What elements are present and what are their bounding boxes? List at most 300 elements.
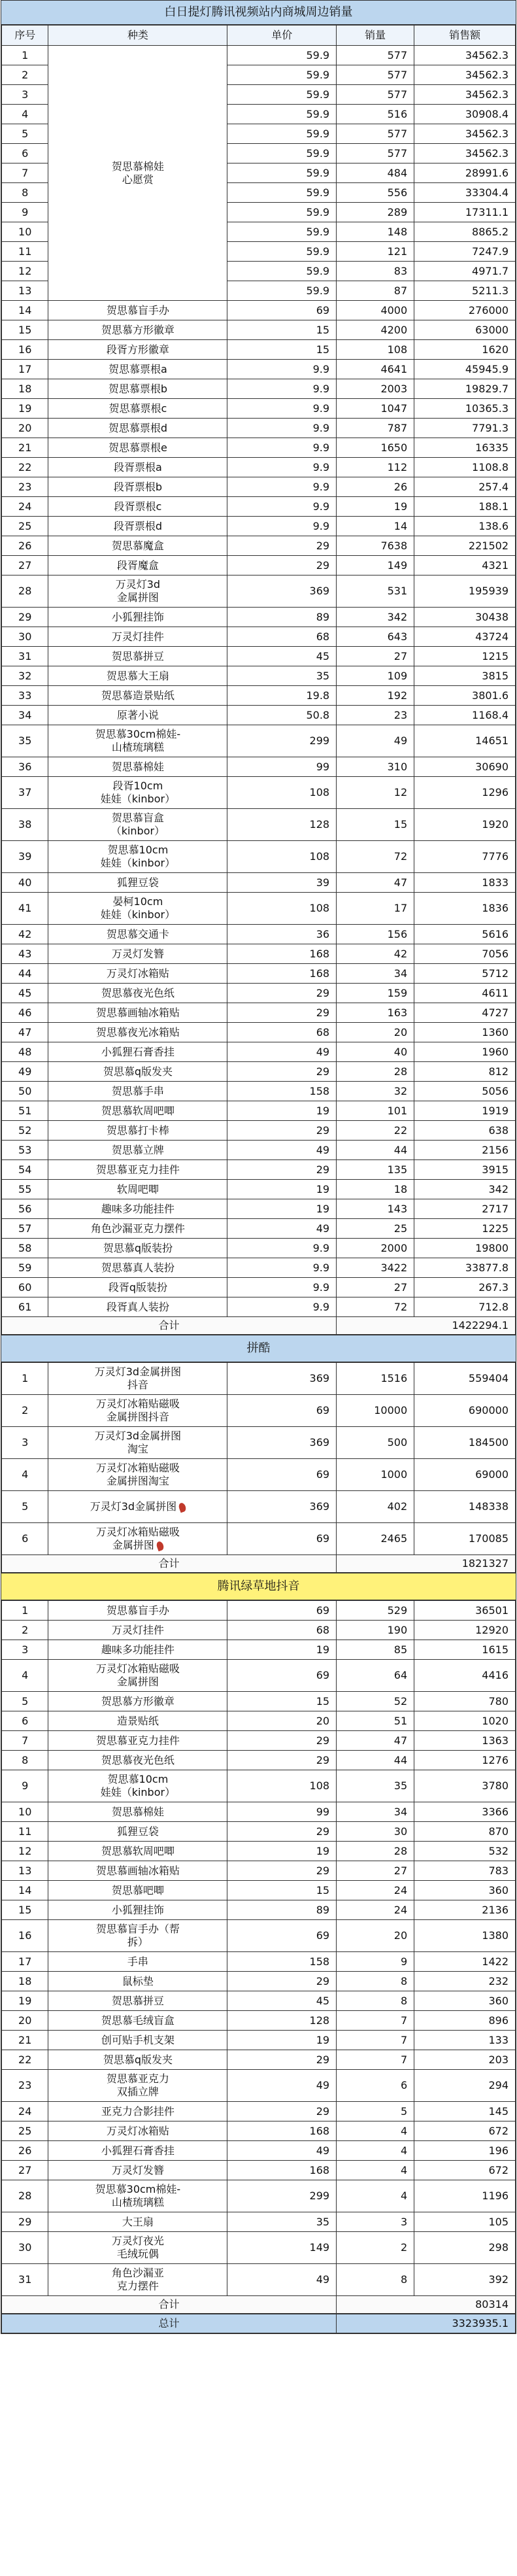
item-amount: 360 [414,1881,516,1900]
item-amount: 10365.3 [414,399,516,419]
item-name: 万灵灯3d 金属拼图 [48,575,227,608]
table-row [2,893,516,925]
table-row [2,536,516,556]
item-amount: 4971.7 [414,262,516,281]
item-amount: 188.1 [414,497,516,517]
item-qty: 149 [337,556,414,575]
item-qty: 51 [337,1711,414,1731]
item-amount: 672 [414,2161,516,2180]
table-row [2,1731,516,1751]
row-number: 8 [2,1751,48,1770]
table-row [2,497,516,517]
item-qty: 289 [337,203,414,222]
item-amount: 19800 [414,1239,516,1258]
item-amount: 12920 [414,1621,516,1640]
row-number: 2 [2,1621,48,1640]
table-row [2,1751,516,1770]
section1-body [2,46,516,1335]
item-price: 29 [227,1160,337,1180]
item-amount: 148338 [414,1491,516,1523]
row-number: 31 [2,647,48,666]
item-qty: 402 [337,1491,414,1523]
item-amount: 1836 [414,893,516,925]
grand-total-value: 3323935.1 [337,2314,516,2333]
row-number: 19 [2,399,48,419]
table-row [2,1842,516,1861]
item-name: 万灵灯冰箱贴磁吸 金属拼图 [48,1660,227,1692]
item-qty: 1650 [337,438,414,458]
item-price: 45 [227,647,337,666]
row-number: 43 [2,944,48,964]
item-qty: 8 [337,2264,414,2296]
table-row [2,1692,516,1711]
item-price: 49 [227,1219,337,1239]
item-price: 9.9 [227,419,337,438]
item-amount: 5056 [414,1082,516,1101]
item-qty: 109 [337,666,414,686]
item-name: 贺思慕软周吧唧 [48,1842,227,1861]
row-number: 3 [2,1427,48,1459]
table-row [2,1258,516,1278]
item-name: 贺思慕票根d [48,419,227,438]
table-row [2,1491,516,1523]
grand-total-label: 总计 [2,2314,337,2333]
item-name: 角色沙漏亚 克力摆件 [48,2264,227,2296]
item-name: 手串 [48,1952,227,1972]
section2-body [2,1363,516,1573]
table-row [2,1711,516,1731]
item-price: 29 [227,1751,337,1770]
item-amount: 783 [414,1861,516,1881]
table-row [2,1881,516,1900]
subtotal-label: 合计 [2,1555,337,1573]
row-number: 15 [2,1900,48,1920]
table-row [2,873,516,893]
table-row [2,2232,516,2264]
header-amount: 销售额 [414,26,516,46]
item-amount: 203 [414,2050,516,2070]
item-price: 99 [227,1802,337,1822]
header-price: 单价 [227,26,337,46]
item-price: 168 [227,964,337,984]
item-amount: 2156 [414,1141,516,1160]
item-qty: 121 [337,242,414,262]
row-number: 16 [2,340,48,360]
item-qty: 52 [337,1692,414,1711]
table-row [2,1101,516,1121]
item-name: 段胥魔盒 [48,556,227,575]
table-row [2,1199,516,1219]
table-row [2,1180,516,1199]
item-qty: 47 [337,873,414,893]
item-price: 369 [227,1363,337,1395]
item-name: 段胥q版装扮 [48,1278,227,1297]
row-number: 41 [2,893,48,925]
item-name: 狐狸豆袋 [48,873,227,893]
item-amount: 267.3 [414,1278,516,1297]
item-price: 29 [227,1121,337,1141]
item-name: 贺思慕拼豆 [48,647,227,666]
item-amount: 30908.4 [414,105,516,124]
grand-total-table [1,2314,516,2333]
table-row [2,706,516,725]
item-name: 造景贴纸 [48,1711,227,1731]
table-row [2,925,516,944]
subtotal-value: 1422294.1 [337,1317,516,1335]
item-amount: 105 [414,2212,516,2232]
row-number: 23 [2,477,48,497]
row-number: 17 [2,1952,48,1972]
item-name: 万灵灯挂件 [48,627,227,647]
item-name: 贺思慕票根a [48,360,227,379]
item-qty: 42 [337,944,414,964]
table-row [2,1278,516,1297]
row-number: 28 [2,2180,48,2212]
item-price: 29 [227,1731,337,1751]
item-name: 贺思慕画轴冰箱贴 [48,1003,227,1023]
item-name: 段胥票根d [48,517,227,536]
item-qty: 28 [337,1062,414,1082]
item-amount: 43724 [414,627,516,647]
table-row [2,2180,516,2212]
row-number: 39 [2,841,48,873]
item-qty: 14 [337,517,414,536]
row-number: 1 [2,1601,48,1621]
item-qty: 643 [337,627,414,647]
item-amount: 3801.6 [414,686,516,706]
item-name: 万灵灯发簪 [48,944,227,964]
item-qty: 47 [337,1731,414,1751]
table-row [2,627,516,647]
item-amount: 1615 [414,1640,516,1660]
item-name: 大王扇 [48,2212,227,2232]
row-number: 1 [2,1363,48,1395]
item-name: 贺思慕q版装扮 [48,1239,227,1258]
row-number: 18 [2,1972,48,1991]
table-row [2,1062,516,1082]
row-number: 9 [2,203,48,222]
row-number: 52 [2,1121,48,1141]
item-amount: 1276 [414,1751,516,1770]
item-price: 29 [227,2050,337,2070]
item-name: 贺思慕软周吧唧 [48,1101,227,1121]
row-number: 47 [2,1023,48,1042]
item-qty: 4 [337,2121,414,2141]
item-qty: 72 [337,841,414,873]
item-amount: 28991.6 [414,163,516,183]
item-qty: 7 [337,2011,414,2031]
item-price: 9.9 [227,438,337,458]
row-number: 60 [2,1278,48,1297]
item-name: 原著小说 [48,706,227,725]
item-amount: 360 [414,1991,516,2011]
grand-total-row [2,2314,516,2333]
item-qty: 577 [337,65,414,85]
subtotal-value: 80314 [337,2296,516,2314]
row-number: 14 [2,1881,48,1900]
row-number: 31 [2,2264,48,2296]
table-row [2,477,516,497]
item-name: 万灵灯冰箱贴磁吸 金属拼图 [48,1523,227,1555]
item-amount: 342 [414,1180,516,1199]
table-row [2,725,516,757]
item-qty: 34 [337,964,414,984]
item-name: 贺思慕q版发夹 [48,2050,227,2070]
item-name: 贺思慕吧唧 [48,1881,227,1900]
item-name: 贺思慕盲盒 （kinbor） [48,809,227,841]
item-qty: 27 [337,1278,414,1297]
row-number: 13 [2,281,48,301]
row-number: 46 [2,1003,48,1023]
item-price: 29 [227,2102,337,2121]
row-number: 49 [2,1062,48,1082]
item-name: 段胥票根c [48,497,227,517]
item-name: 贺思慕棉娃 [48,1802,227,1822]
row-number: 5 [2,1491,48,1523]
item-price: 9.9 [227,477,337,497]
item-price: 68 [227,1621,337,1640]
item-amount: 392 [414,2264,516,2296]
row-number: 30 [2,2232,48,2264]
table-row [2,2264,516,2296]
item-price: 9.9 [227,379,337,399]
item-amount: 532 [414,1842,516,1861]
row-number: 10 [2,222,48,242]
item-price: 19.8 [227,686,337,706]
item-price: 59.9 [227,46,337,65]
item-price: 69 [227,1601,337,1621]
row-number: 4 [2,1660,48,1692]
item-price: 15 [227,1692,337,1711]
item-qty: 135 [337,1160,414,1180]
table-row [2,360,516,379]
item-qty: 156 [337,925,414,944]
item-qty: 1047 [337,399,414,419]
item-price: 369 [227,1491,337,1523]
item-amount: 1196 [414,2180,516,2212]
item-price: 49 [227,1042,337,1062]
item-amount: 196 [414,2141,516,2161]
table-row [2,2070,516,2102]
row-number: 37 [2,777,48,809]
item-price: 149 [227,2232,337,2264]
row-number: 12 [2,1842,48,1861]
item-amount: 145 [414,2102,516,2121]
item-price: 59.9 [227,183,337,203]
item-qty: 3422 [337,1258,414,1278]
item-amount: 896 [414,2011,516,2031]
row-number: 51 [2,1101,48,1121]
item-name: 贺思慕票根c [48,399,227,419]
item-amount: 1360 [414,1023,516,1042]
item-name: 万灵灯发簪 [48,2161,227,2180]
item-amount: 1168.4 [414,706,516,725]
table-row [2,1219,516,1239]
item-price: 29 [227,984,337,1003]
row-number: 16 [2,1920,48,1952]
item-name: 贺思慕立牌 [48,1141,227,1160]
item-name: 小狐狸石膏香挂 [48,1042,227,1062]
item-amount: 7247.9 [414,242,516,262]
item-amount: 45945.9 [414,360,516,379]
item-qty: 342 [337,608,414,627]
item-price: 299 [227,725,337,757]
item-qty: 24 [337,1881,414,1900]
item-qty: 2 [337,2232,414,2264]
item-name: 小狐狸挂饰 [48,608,227,627]
table-row [2,320,516,340]
item-qty: 22 [337,1121,414,1141]
table-row [2,1239,516,1258]
row-number: 27 [2,556,48,575]
item-qty: 577 [337,144,414,163]
item-name: 贺思慕方形徽章 [48,1692,227,1711]
item-price: 29 [227,556,337,575]
item-name: 贺思慕夜光色纸 [48,1751,227,1770]
item-name: 软周吧唧 [48,1180,227,1199]
item-qty: 10000 [337,1395,414,1427]
item-price: 49 [227,2070,337,2102]
item-amount: 1960 [414,1042,516,1062]
table-row [2,1160,516,1180]
item-qty: 6 [337,2070,414,2102]
row-number: 26 [2,2141,48,2161]
item-name: 创可贴手机支架 [48,2031,227,2050]
item-name: 趣味多功能挂件 [48,1199,227,1219]
row-number: 61 [2,1297,48,1317]
item-price: 69 [227,1459,337,1491]
item-name: 贺思慕10cm 娃娃（kinbor） [48,1770,227,1802]
item-name: 贺思慕大王扇 [48,666,227,686]
item-qty: 4200 [337,320,414,340]
item-qty: 18 [337,1180,414,1199]
item-price: 369 [227,1427,337,1459]
item-name-merged: 贺思慕棉娃 心愿赏 [48,46,227,301]
table-row [2,2102,516,2121]
item-amount: 138.6 [414,517,516,536]
item-amount: 4611 [414,984,516,1003]
item-amount: 1215 [414,647,516,666]
item-price: 19 [227,1180,337,1199]
item-amount: 1920 [414,809,516,841]
item-name: 角色沙漏亚克力摆件 [48,1219,227,1239]
item-price: 29 [227,1861,337,1881]
item-qty: 148 [337,222,414,242]
table-row [2,575,516,608]
row-number: 36 [2,757,48,777]
table-row [2,301,516,320]
item-name: 贺思慕盲手办 [48,301,227,320]
item-qty: 500 [337,1427,414,1459]
row-number: 4 [2,105,48,124]
item-name: 贺思慕毛绒盲盒 [48,2011,227,2031]
item-name: 贺思慕票根e [48,438,227,458]
item-price: 49 [227,2141,337,2161]
item-price: 59.9 [227,124,337,144]
row-number: 38 [2,809,48,841]
table-row [2,2141,516,2161]
item-price: 89 [227,608,337,627]
item-amount: 33304.4 [414,183,516,203]
row-number: 3 [2,1640,48,1660]
subtotal-row [2,2296,516,2314]
item-qty: 2465 [337,1523,414,1555]
item-amount: 17311.1 [414,203,516,222]
item-amount: 34562.3 [414,144,516,163]
item-name: 亚克力合影挂件 [48,2102,227,2121]
item-price: 49 [227,1141,337,1160]
item-amount: 5616 [414,925,516,944]
item-name: 贺思慕亚克力挂件 [48,1160,227,1180]
subtotal-label: 合计 [2,2296,337,2314]
table-row [2,1972,516,1991]
item-name: 贺思慕方形徽章 [48,320,227,340]
item-price: 168 [227,2161,337,2180]
table-row [2,1802,516,1822]
item-amount: 1620 [414,340,516,360]
item-price: 19 [227,1101,337,1121]
item-price: 59.9 [227,85,337,105]
item-qty: 163 [337,1003,414,1023]
item-price: 9.9 [227,1239,337,1258]
item-amount: 36501 [414,1601,516,1621]
sheet-title: 白日提灯腾讯视频站内商城周边销量 [1,1,516,25]
item-qty: 12 [337,777,414,809]
item-price: 9.9 [227,1278,337,1297]
row-number: 8 [2,183,48,203]
item-qty: 15 [337,809,414,841]
item-qty: 83 [337,262,414,281]
table-row [2,1523,516,1555]
row-number: 2 [2,65,48,85]
table-row [2,1601,516,1621]
item-amount: 133 [414,2031,516,2050]
table-row [2,517,516,536]
table-row [2,379,516,399]
item-price: 45 [227,1991,337,2011]
section3-title: 腾讯绿草地抖音 [1,1573,516,1600]
table-row [2,46,516,65]
item-qty: 1516 [337,1363,414,1395]
row-number: 2 [2,1395,48,1427]
section3-body [2,1601,516,2314]
item-qty: 40 [337,1042,414,1062]
table-row [2,1395,516,1427]
item-qty: 1000 [337,1459,414,1491]
item-price: 29 [227,1003,337,1023]
item-qty: 577 [337,46,414,65]
item-amount: 7056 [414,944,516,964]
row-number: 35 [2,725,48,757]
item-amount: 1422 [414,1952,516,1972]
item-amount: 1296 [414,777,516,809]
item-qty: 192 [337,686,414,706]
table-row [2,647,516,666]
row-number: 34 [2,706,48,725]
item-name: 段胥票根b [48,477,227,497]
row-number: 10 [2,1802,48,1822]
item-qty: 26 [337,477,414,497]
row-number: 7 [2,1731,48,1751]
item-qty: 64 [337,1660,414,1692]
item-price: 59.9 [227,144,337,163]
row-number: 30 [2,627,48,647]
item-qty: 25 [337,1219,414,1239]
row-number: 6 [2,1711,48,1731]
table-row [2,1920,516,1952]
table-row [2,1822,516,1842]
item-name: 贺思慕造景贴纸 [48,686,227,706]
